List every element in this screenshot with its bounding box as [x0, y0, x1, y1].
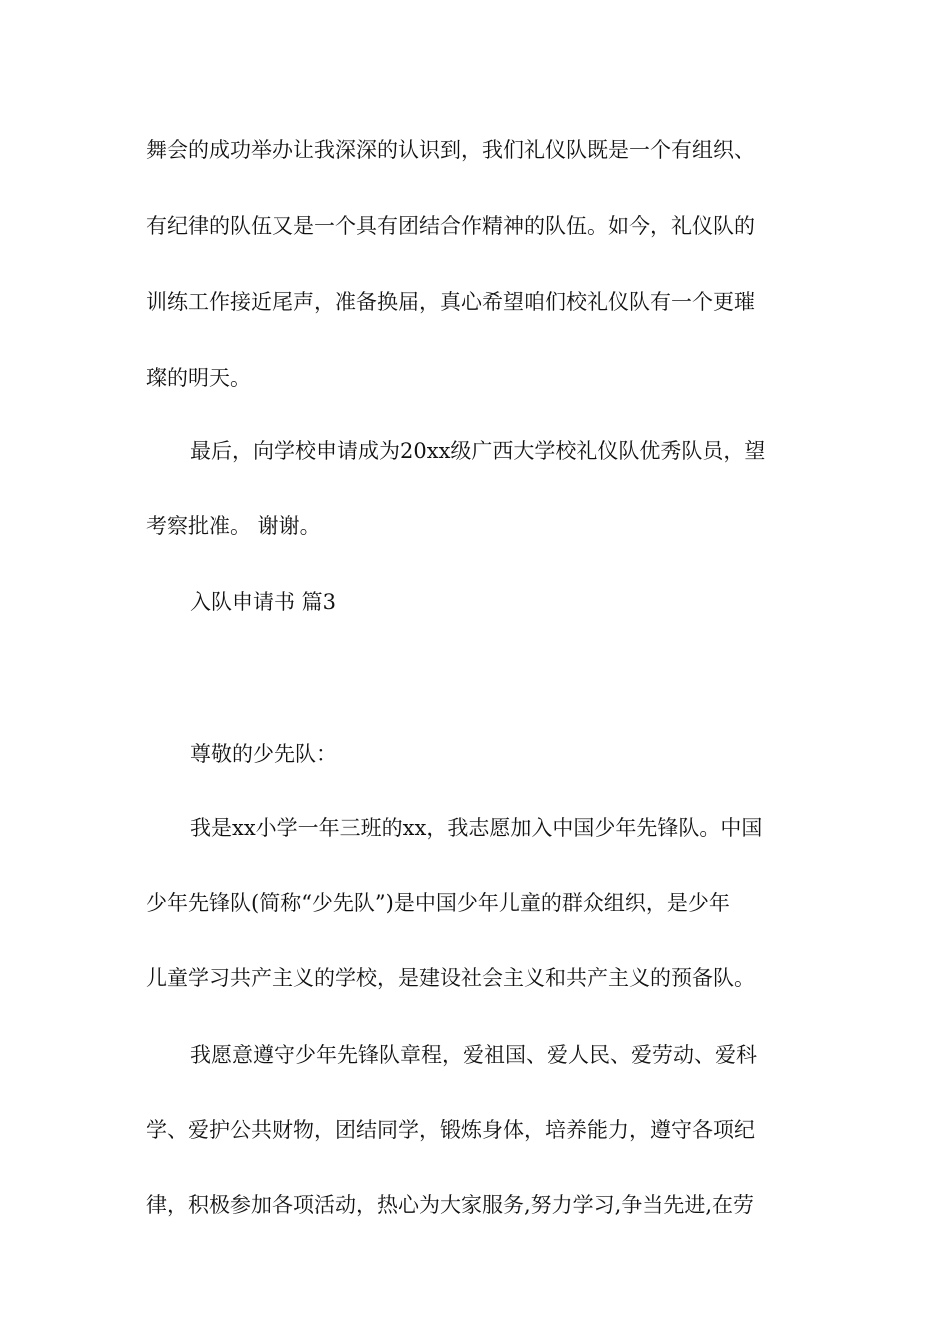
paragraph-line: 我是xx小学一年三班的xx，我志愿加入中国少年先锋队。中国 [190, 816, 763, 840]
paragraph-line: 璨的明天。 [146, 366, 251, 390]
paragraph-line: 我愿意遵守少年先锋队章程，爱祖国、爱人民、爱劳动、爱科 [190, 1043, 757, 1067]
paragraph-line: 有纪律的队伍又是一个具有团结合作精神的队伍。如今，礼仪队的 [146, 214, 755, 238]
paragraph-line: 舞会的成功举办让我深深的认识到，我们礼仪队既是一个有组织、 [146, 138, 755, 162]
paragraph-line: 最后，向学校申请成为20xx级广西大学校礼仪队优秀队员，望 [190, 439, 766, 463]
paragraph-line: 学、爱护公共财物，团结同学，锻炼身体，培养能力，遵守各项纪 [146, 1118, 755, 1142]
section-heading: 入队申请书 篇3 [190, 590, 337, 614]
paragraph-line: 律，积极参加各项活动，热心为大家服务,努力学习,争当先进,在劳 [146, 1193, 755, 1217]
paragraph-line: 考察批准。 谢谢。 [146, 514, 321, 538]
paragraph-line: 训练工作接近尾声，准备换届，真心希望咱们校礼仪队有一个更璀 [146, 290, 755, 314]
paragraph-line: 儿童学习共产主义的学校，是建设社会主义和共产主义的预备队。 [146, 966, 755, 990]
paragraph-line: 少年先锋队(简称“少先队”)是中国少年儿童的群众组织，是少年 [146, 891, 730, 915]
salutation: 尊敬的少先队： [190, 742, 337, 766]
